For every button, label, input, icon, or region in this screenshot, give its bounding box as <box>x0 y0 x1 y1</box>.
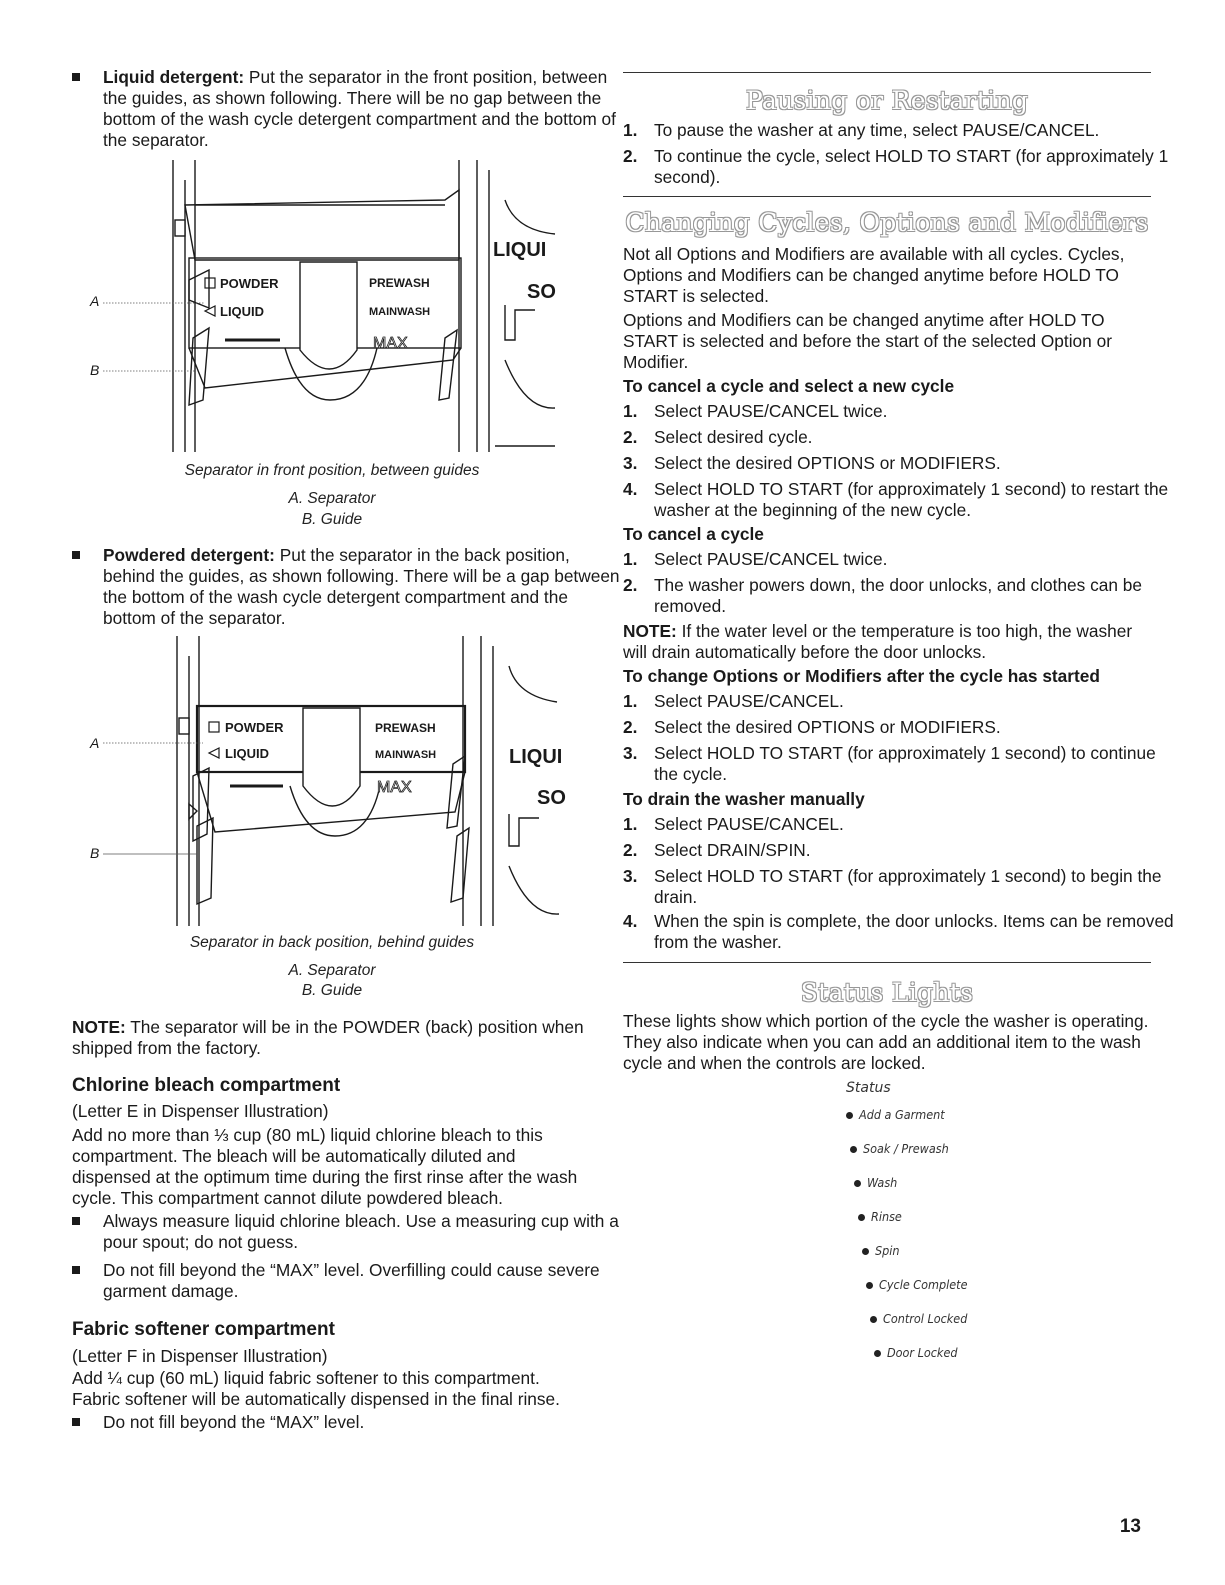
change-after-heading: To change Options or Modifiers after the cycle has started <box>623 666 1100 686</box>
status-light-item: Rinse <box>858 1209 902 1224</box>
step-text: Select DRAIN/SPIN. <box>654 840 811 860</box>
drain-step: 3. Select HOLD TO START (for approximately 1 second) to begin the drain. <box>623 866 1162 907</box>
side-so-text: SO <box>537 787 566 809</box>
powdered-detergent-lead: Powdered detergent: <box>103 545 275 565</box>
figure2-caption: Separator in back position, behind guides <box>189 934 475 951</box>
status-light-icon <box>846 1112 853 1119</box>
dispenser-figure-back <box>85 636 575 931</box>
cancel-new-step: 1. Select PAUSE/CANCEL twice. <box>623 401 888 421</box>
status-light-icon <box>850 1146 857 1153</box>
softener-text: Add ¼ cup (60 mL) liquid fabric softener to this compartment. Fabric softener will be automatically dispensed in the final rinse. <box>72 1368 560 1409</box>
section-divider <box>623 962 1151 963</box>
side-liqui-text: LIQUI <box>493 239 547 261</box>
pausing-title: Pausing or Restarting <box>745 86 1029 115</box>
figure2-legend-a: A. Separator <box>288 962 376 979</box>
status-panel <box>830 1080 1030 1370</box>
figure1-legend-b: B. Guide <box>301 511 363 528</box>
chlorine-bullet-text: Always measure liquid chlorine bleach. Use a measuring cup with a pour spout; do not guess. <box>103 1211 619 1252</box>
figure1-caption: Separator in front position, between guides <box>184 462 480 479</box>
label-a: A <box>90 293 100 309</box>
cancel-new-step: 3. Select the desired OPTIONS or MODIFIERS. <box>623 453 1001 473</box>
note-text: The separator will be in the POWDER (back) position when shipped from the factory. <box>72 1017 584 1058</box>
dispenser-figure-front <box>85 160 575 460</box>
pausing-step: 1. To pause the washer at any time, select PAUSE/CANCEL. <box>623 120 1100 140</box>
cancel-new-step: 2. Select desired cycle. <box>623 427 813 447</box>
section-divider <box>623 196 1151 197</box>
cancel-step: 1. Select PAUSE/CANCEL twice. <box>623 549 888 569</box>
change-after-step: 3. Select HOLD TO START (for approximately 1 second) to continue the cycle. <box>623 743 1156 784</box>
drain-step: 4. When the spin is complete, the door unlocks. Items can be removed from the washer. <box>623 911 1174 952</box>
step-text: When the spin is complete, the door unlocks. Items can be removed from the washer. <box>654 911 1174 952</box>
softener-bullet <box>72 1412 623 1433</box>
status-title: Status Lights <box>800 978 974 1007</box>
pausing-step-text: To continue the cycle, select HOLD TO START (for approximately 1 second). <box>654 146 1169 187</box>
bullet-square-icon <box>72 73 80 81</box>
drain-step: 2. Select DRAIN/SPIN. <box>623 840 811 860</box>
cancel-new-heading: To cancel a cycle and select a new cycle <box>623 376 955 396</box>
panel-liquid-text: LIQUID <box>220 304 265 319</box>
changing-title: Changing Cycles, Options and Modifiers <box>625 208 1149 237</box>
softener-bullet-text: Do not fill beyond the “MAX” level. <box>103 1412 365 1432</box>
status-light-icon <box>866 1282 873 1289</box>
liquid-detergent-lead: Liquid detergent: <box>103 67 245 87</box>
powder-box-icon <box>205 278 215 288</box>
bullet-square-icon <box>72 1266 80 1274</box>
pausing-step-text: To pause the washer at any time, select PAUSE/CANCEL. <box>654 120 1100 140</box>
step-text: Select HOLD TO START (for approximately 1 second) to continue the cycle. <box>654 743 1156 784</box>
changing-note <box>623 621 1151 663</box>
liquid-arrow-icon <box>209 748 219 758</box>
drain-step: 1. Select PAUSE/CANCEL. <box>623 814 844 834</box>
chlorine-text: Add no more than ⅓ cup (80 mL) liquid chlorine bleach to this compartment. The bleach will be automatically diluted and dispensed at the optimum time during the first rinse after the wash cycle. This compartment cannot dilute powdered bleach. <box>72 1125 578 1208</box>
chlorine-heading: Chlorine bleach compartment <box>72 1075 341 1096</box>
step-text: Select PAUSE/CANCEL twice. <box>654 549 888 569</box>
status-light-icon <box>870 1316 877 1323</box>
panel-max-text: MAX <box>373 335 408 352</box>
step-text: Select HOLD TO START (for approximately 1 second) to begin the drain. <box>654 866 1162 907</box>
cancel-heading: To cancel a cycle <box>623 524 764 544</box>
panel-prewash-text: PREWASH <box>375 721 436 735</box>
change-after-step: 2. Select the desired OPTIONS or MODIFIERS. <box>623 717 1001 737</box>
status-light-item: Door Locked <box>874 1345 958 1360</box>
status-light-item: Soak / Prewash <box>850 1141 949 1156</box>
figure2-legend-b: B. Guide <box>301 982 363 999</box>
label-a: A <box>90 735 100 751</box>
step-text: Select PAUSE/CANCEL twice. <box>654 401 888 421</box>
change-after-step: 1. Select PAUSE/CANCEL. <box>623 691 844 711</box>
status-light-item: Cycle Complete <box>866 1277 968 1292</box>
panel-prewash-text: PREWASH <box>369 276 430 290</box>
section-divider <box>623 72 1151 73</box>
note-lead: NOTE: <box>72 1017 126 1037</box>
status-light-item: Add a Garment <box>846 1107 945 1122</box>
separator-note <box>72 1017 592 1059</box>
note-lead: NOTE: <box>623 621 677 641</box>
status-light-icon <box>874 1350 881 1357</box>
chlorine-letter: (Letter E in Dispenser Illustration) <box>72 1101 329 1121</box>
changing-para1: Not all Options and Modifiers are available with all cycles. Cycles, Options and Modifiers can be changed anytime before HOLD TO START is selected. <box>623 244 1125 306</box>
note-text: If the water level or the temperature is too high, the washer will drain automatically before the door unlocks. <box>623 621 1133 662</box>
powdered-detergent-item <box>72 545 623 629</box>
status-text: These lights show which portion of the cycle the washer is operating. They also indicate when you can add an additional item to the wash cycle and when the controls are locked. <box>623 1011 1149 1073</box>
status-light-item: Wash <box>854 1175 897 1190</box>
step-text: Select the desired OPTIONS or MODIFIERS. <box>654 717 1001 737</box>
panel-powder-text: POWDER <box>225 720 284 735</box>
powder-box-icon <box>209 722 219 732</box>
page-number: 13 <box>1119 1516 1141 1537</box>
softener-letter: (Letter F in Dispenser Illustration) <box>72 1346 328 1366</box>
powdered-detergent-text: Put the separator in the back position, behind the guides, as shown following. There will be a gap between the bottom of the wash cycle detergent compartment and the bottom of the separator. <box>103 545 620 628</box>
step-text: The washer powers down, the door unlocks, and clothes can be removed. <box>654 575 1143 616</box>
panel-powder-text: POWDER <box>220 276 279 291</box>
label-b: B <box>90 845 100 861</box>
label-b: B <box>90 362 100 378</box>
status-light-item: Spin <box>862 1243 900 1258</box>
step-text: Select desired cycle. <box>654 427 813 447</box>
drain-heading: To drain the washer manually <box>623 789 865 809</box>
liquid-detergent-item <box>72 67 623 151</box>
side-liqui-text: LIQUI <box>509 746 563 768</box>
bullet-square-icon <box>72 1418 80 1426</box>
chlorine-bullet-text: Do not fill beyond the “MAX” level. Overfilling could cause severe garment damage. <box>103 1260 600 1301</box>
status-light-item: Control Locked <box>870 1311 967 1326</box>
chlorine-bullet <box>72 1211 623 1253</box>
panel-mainwash-text: MAINWASH <box>375 749 437 761</box>
side-so-text: SO <box>527 281 556 303</box>
panel-liquid-text: LIQUID <box>225 746 270 761</box>
figure1-legend-a: A. Separator <box>288 490 376 507</box>
cancel-step: 2. The washer powers down, the door unlocks, and clothes can be removed. <box>623 575 1143 616</box>
cancel-new-step: 4. Select HOLD TO START (for approximately 1 second) to restart the washer at the beginning of the new cycle. <box>623 479 1169 520</box>
status-light-icon <box>858 1214 865 1221</box>
bullet-square-icon <box>72 551 80 559</box>
panel-mainwash-text: MAINWASH <box>369 306 431 318</box>
step-text: Select PAUSE/CANCEL. <box>654 814 844 834</box>
softener-heading: Fabric softener compartment <box>72 1319 335 1340</box>
status-panel-title: Status <box>846 1080 891 1096</box>
status-light-icon <box>862 1248 869 1255</box>
chlorine-bullet <box>72 1260 623 1302</box>
step-text: Select PAUSE/CANCEL. <box>654 691 844 711</box>
step-text: Select the desired OPTIONS or MODIFIERS. <box>654 453 1001 473</box>
liquid-detergent-text: Put the separator in the front position, between the guides, as shown following. There will be no gap between the bottom of the wash cycle detergent compartment and the bottom of the separator. <box>103 67 616 150</box>
changing-para2: Options and Modifiers can be changed anytime after HOLD TO START is selected and before the start of the selected Option or Modifier. <box>623 310 1112 372</box>
status-light-icon <box>854 1180 861 1187</box>
bullet-square-icon <box>72 1217 80 1225</box>
panel-max-text: MAX <box>377 779 412 796</box>
pausing-step: 2. To continue the cycle, select HOLD TO START (for approximately 1 second). <box>623 146 1169 187</box>
step-text: Select HOLD TO START (for approximately 1 second) to restart the washer at the beginning of the new cycle. <box>654 479 1169 520</box>
